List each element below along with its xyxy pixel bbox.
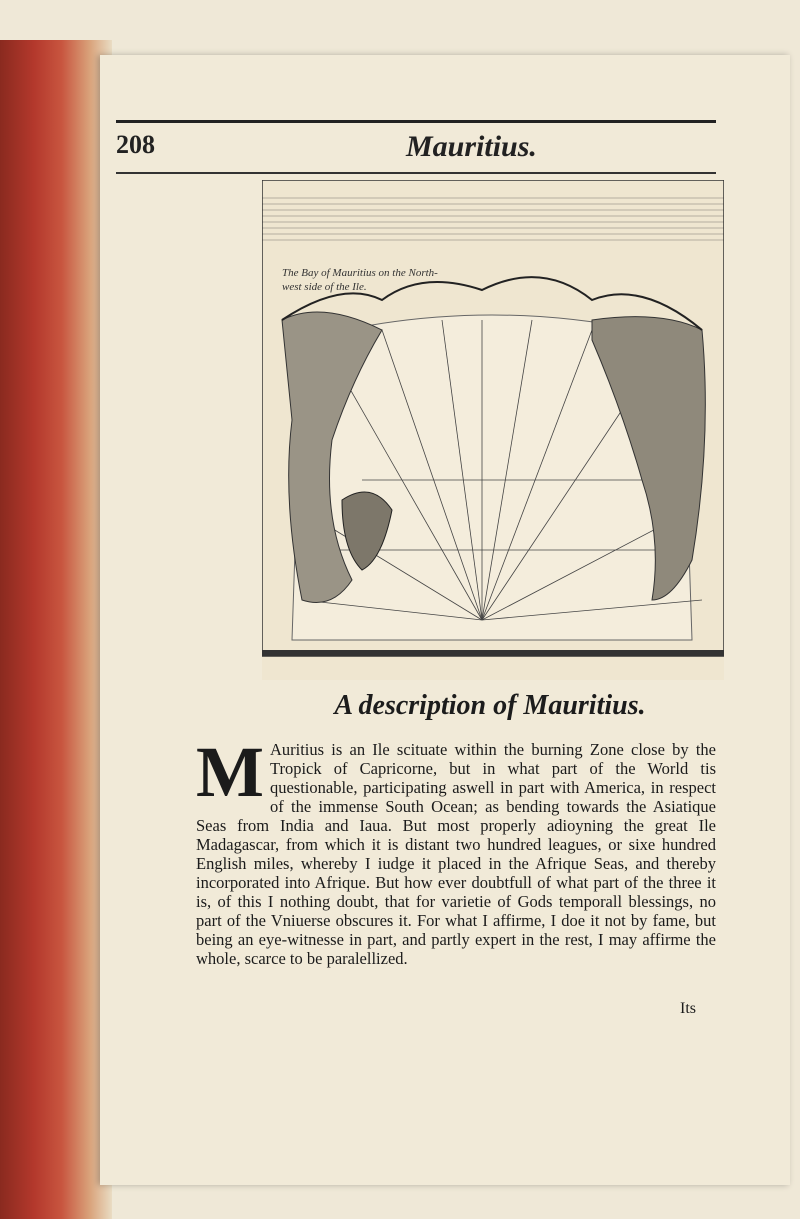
header-rule: [116, 172, 716, 174]
bay-engraving: [262, 180, 724, 680]
page-number: 208: [116, 130, 155, 159]
section-title: A description of Mauritius.: [334, 690, 646, 721]
book-spine: [0, 40, 112, 1219]
drop-cap: M: [196, 732, 264, 812]
engraving-illustration: [262, 180, 724, 680]
engraving-bottom-border: [262, 650, 724, 656]
catchword: Its: [680, 1000, 696, 1017]
running-head: Mauritius.: [406, 130, 537, 163]
body-text: Auritius is an Ile scituate within the burning Zone close by the Tropick of Capricorne, but in what part of the World tis questionable, participating aswell in part with America, in respect of the immense South Ocean; as bending towards the Asiatique Seas from India and Iaua. But most properly adioyning the great Ile Madagascar, from which it is distant two hundred leagues, or sixe hundred English miles, whereby I iudge it placed in the Afrique Seas, and thereby incorporated into Afrique. But how ever doubtfull of what part of the three it is, of this I nothing doubt, that for varietie of Gods temporall blessings, no part of the Vniuerse obscures it. For what I affirme, I doe it not by fame, but being an eye-witnesse in part, and partly expert in the rest, I may affirme the whole, scarce to be paralellized.: [196, 740, 716, 968]
figure-caption: The Bay of Mauritius on the North-west side of the Ile.: [282, 267, 438, 293]
top-rule: [116, 120, 716, 123]
body-paragraph: [196, 732, 716, 968]
